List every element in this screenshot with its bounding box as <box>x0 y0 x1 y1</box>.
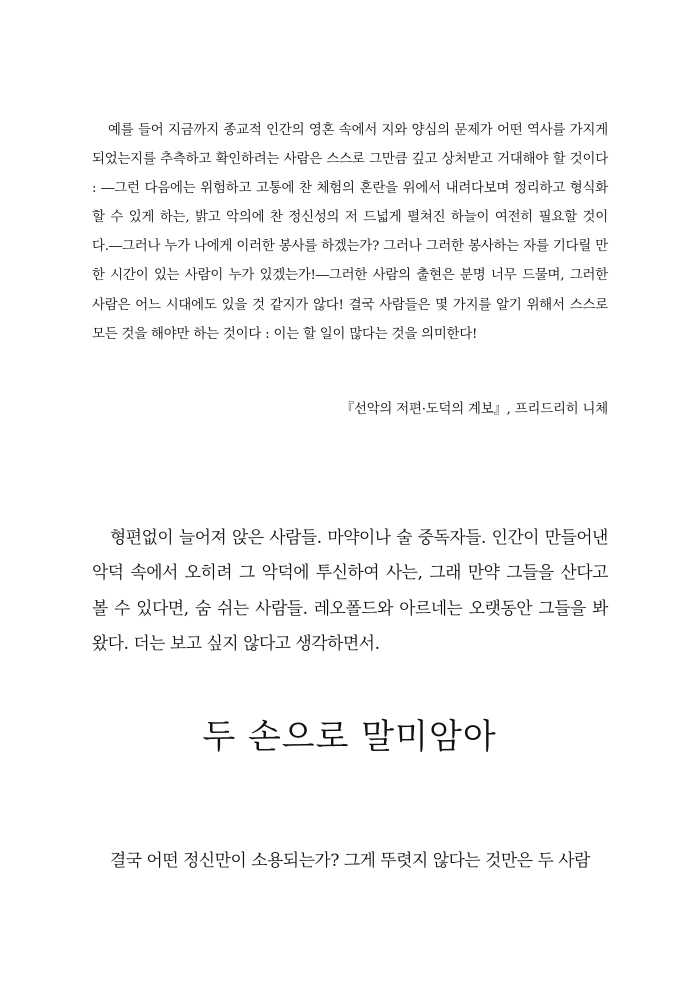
body-paragraph: 형편없이 늘어져 앉은 사람들. 마약이나 술 중독자들. 인간이 만들어낸 악덕 속에서 오히려 그 악덕에 투신하여 사는, 그래 만약 그들을 산다고 볼 수 있다면, 숨 쉬는 사람들. 레오폴드와 아르네는 오랫동안 그들을 봐왔다. 더는 보고 싶지 않다고 생각하면서. <box>92 527 608 654</box>
section-title: 두 손으로 말미암아 <box>202 717 497 757</box>
epigraph-quote: 예를 들어 지금까지 종교적 인간의 영혼 속에서 지와 양심의 문제가 어떤 역사를 가지게 되었는지를 추측하고 확인하려는 사람은 스스로 그만큼 깊고 상처받고 거대해야 할 것이다 : ―그런 다음에는 위험하고 고통에 찬 체험의 혼란을 위에서 내려다보며 정리하고 형식화할 수 있게 하는, 밝고 악의에 찬 정신성의 저 드넓게 펼쳐진 하늘이 여전히 필요할 것이다.―그러나 누가 나에게 이러한 봉사를 하겠는가? 그러나 그러한 봉사하는 자를 기다릴 만한 시간이 있는 사람이 누가 있겠는가!―그러한 사람의 출현은 분명 너무 드물며, 그러한 사람은 어느 시대에도 있을 것 같지가 않다! 결국 사람들은 몇 가지를 알기 위해서 스스로 모든 것을 해야만 하는 것이다 : 이는 할 일이 많다는 것을 의미한다! <box>92 123 608 342</box>
body-paragraph-continued: 결국 어떤 정신만이 소용되는가? 그게 뚜렷지 않다는 것만은 두 사람 <box>110 850 590 870</box>
epigraph-source: 『선악의 저편·도덕의 계보』, 프리드리히 니체 <box>340 402 608 417</box>
